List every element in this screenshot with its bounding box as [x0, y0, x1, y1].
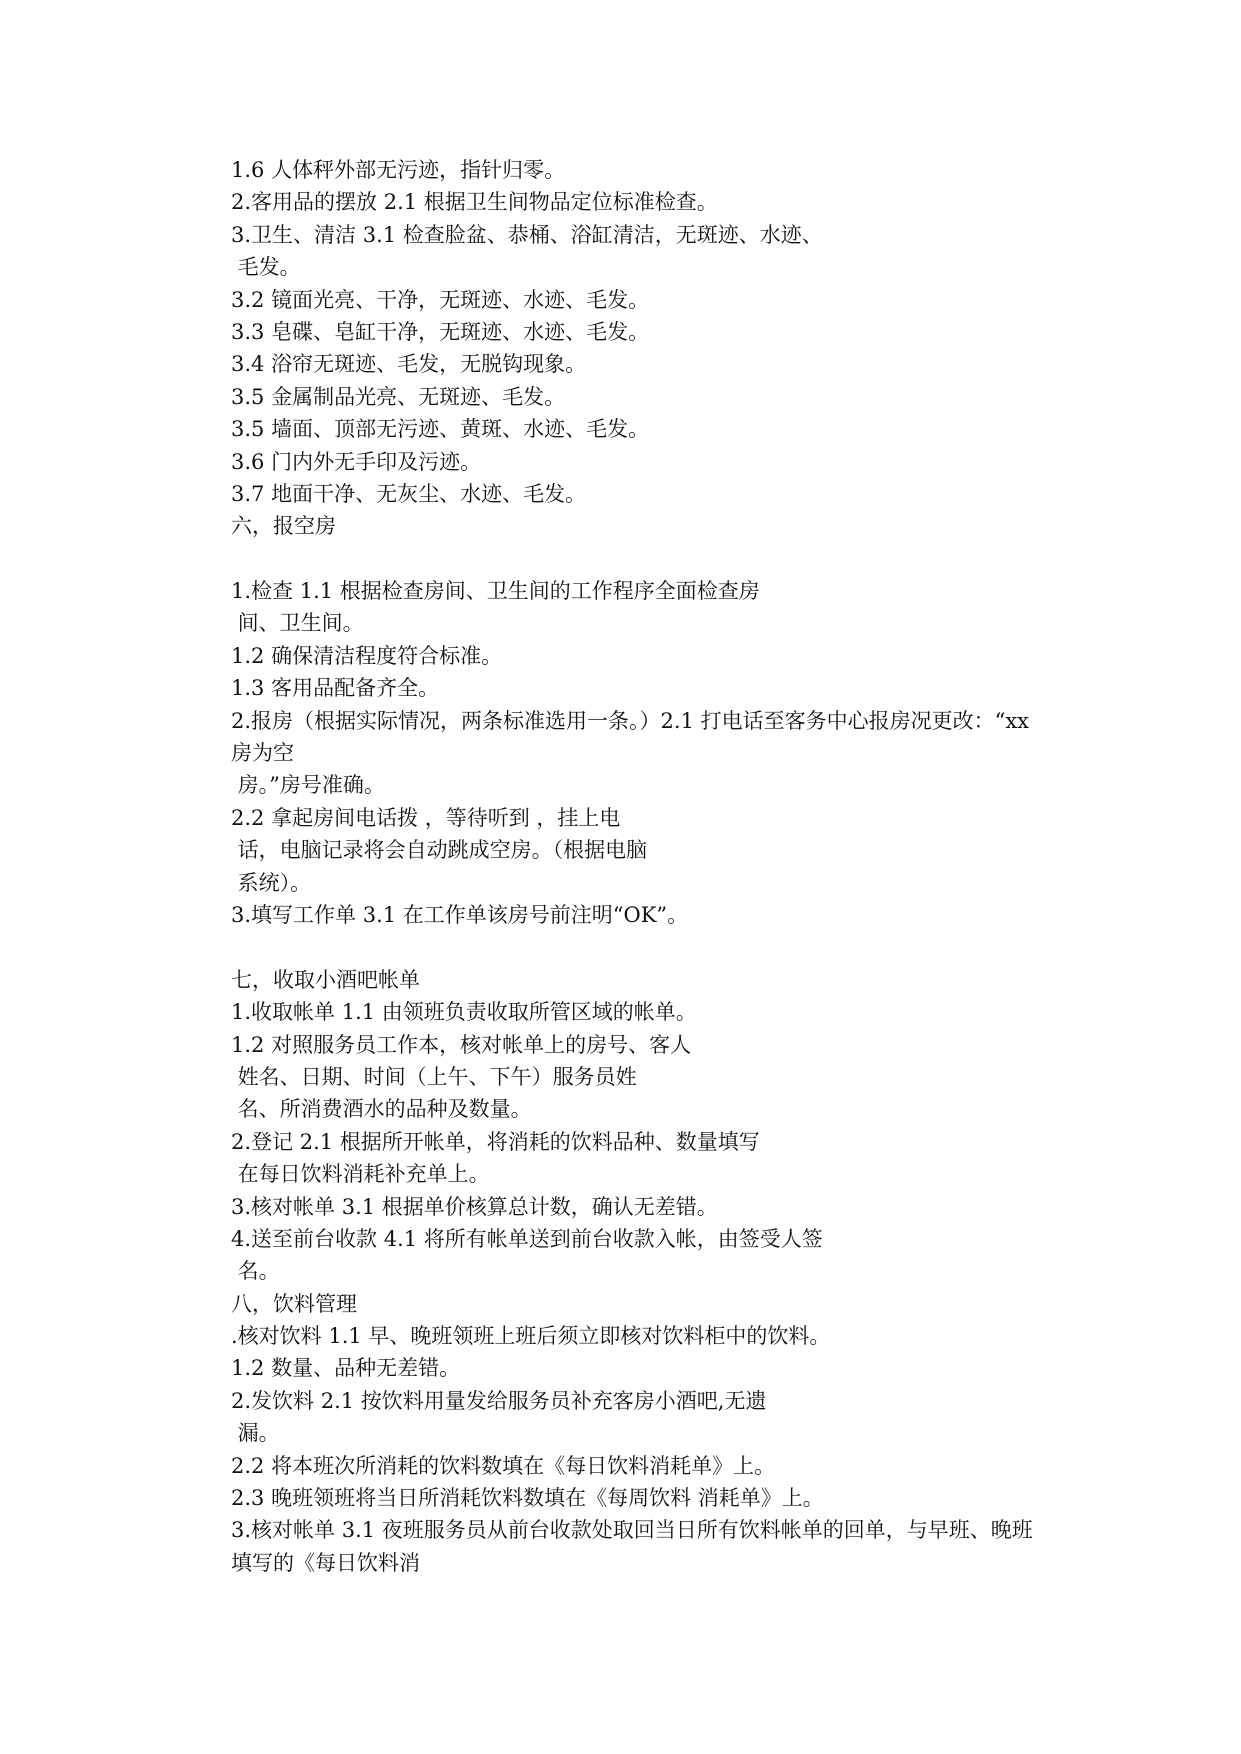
text-line: 1.2 确保清洁程度符合标准。: [231, 643, 503, 668]
text-line: 3.4 浴帘无斑迹、毛发，无脱钩现象。: [231, 352, 587, 377]
text-line: 2.发饮料 2.1 按饮料用量发给服务员补充客房小酒吧,无遗: [231, 1388, 767, 1413]
text-line: 3.7 地面干净、无灰尘、水迹、毛发。: [231, 481, 587, 506]
text-line: 名。: [231, 1259, 280, 1284]
document-body: [231, 154, 1111, 1579]
text-line: 2.报房（根据实际情况，两条标准选用一条。）2.1 打电话至客务中心报房况更改：“xx: [231, 708, 1030, 733]
text-line: 3.6 门内外无手印及污迹。: [231, 449, 482, 474]
text-line: 房。”房号准确。: [231, 773, 385, 798]
text-line: 七，收取小酒吧帐单: [231, 967, 420, 992]
text-line: 2.3 晚班领班将当日所消耗饮料数填在《每周饮料 消耗单》上。: [231, 1486, 824, 1511]
text-line: 房为空: [231, 741, 294, 766]
text-line: 3.核对帐单 3.1 夜班服务员从前台收款处取回当日所有饮料帐单的回单，与早班、晚班: [231, 1518, 1033, 1543]
text-line: 2.客用品的摆放 2.1 根据卫生间物品定位标准检查。: [231, 190, 718, 215]
blank-line: [231, 931, 1111, 963]
text-line: 1.6 人体秤外部无污迹，指针归零。: [231, 158, 566, 182]
blank-line: [231, 543, 1111, 575]
text-line: 2.2 将本班次所消耗的饮料数填在《每日饮料消耗单》上。: [231, 1453, 776, 1478]
text-line: 2.2 拿起房间电话拨 ，等待听到 ，挂上电: [231, 805, 621, 830]
text-line: .核对饮料 1.1 早、晚班领班上班后须立即核对饮料柜中的饮料。: [231, 1324, 831, 1349]
text-line: 名、所消费酒水的品种及数量。: [231, 1097, 532, 1122]
text-line: 填写的《每日饮料消: [231, 1550, 420, 1575]
text-line: 毛发。: [231, 255, 301, 280]
text-line: 3.5 墙面、顶部无污迹、黄斑、水迹、毛发。: [231, 417, 650, 442]
text-line: 3.2 镜面光亮、干净，无斑迹、水迹、毛发。: [231, 287, 650, 312]
text-line: 1.检查 1.1 根据检查房间、卫生间的工作程序全面检查房: [231, 579, 760, 604]
text-line: 六，报空房: [231, 514, 336, 539]
text-line: 3.3 皂碟、皂缸干净，无斑迹、水迹、毛发。: [231, 319, 650, 344]
text-line: 话，电脑记录将会自动跳成空房。（根据电脑: [231, 838, 648, 863]
text-line: 2.登记 2.1 根据所开帐单，将消耗的饮料品种、数量填写: [231, 1129, 760, 1154]
text-line: 4.送至前台收款 4.1 将所有帐单送到前台收款入帐，由签受人签: [231, 1226, 823, 1251]
text-line: 3.卫生、清洁 3.1 检查脸盆、恭桶、浴缸清洁，无斑迹、水迹、: [231, 222, 823, 247]
text-line: 间、卫生间。: [231, 611, 364, 636]
text-line: 系统）。: [231, 870, 312, 895]
text-line: 八，饮料管理: [231, 1291, 357, 1316]
text-line: 在每日饮料消耗补充单上。: [231, 1162, 490, 1187]
text-line: 1.收取帐单 1.1 由领班负责收取所管区域的帐单。: [231, 1000, 697, 1025]
text-line: 3.5 金属制品光亮、无斑迹、毛发。: [231, 384, 566, 409]
text-line: 1.2 对照服务员工作本，核对帐单上的房号、客人: [231, 1032, 692, 1057]
text-line: 1.2 数量、品种无差错。: [231, 1356, 461, 1381]
text-line: 漏。: [231, 1421, 280, 1446]
text-line: 3.核对帐单 3.1 根据单价核算总计数，确认无差错。: [231, 1194, 718, 1219]
text-line: 3.填写工作单 3.1 在工作单该房号前注明“OK”。: [231, 902, 689, 927]
text-line: 姓名、日期、时间（上午、下午）服务员姓: [231, 1064, 637, 1089]
text-line: 1.3 客用品配备齐全。: [231, 676, 440, 701]
